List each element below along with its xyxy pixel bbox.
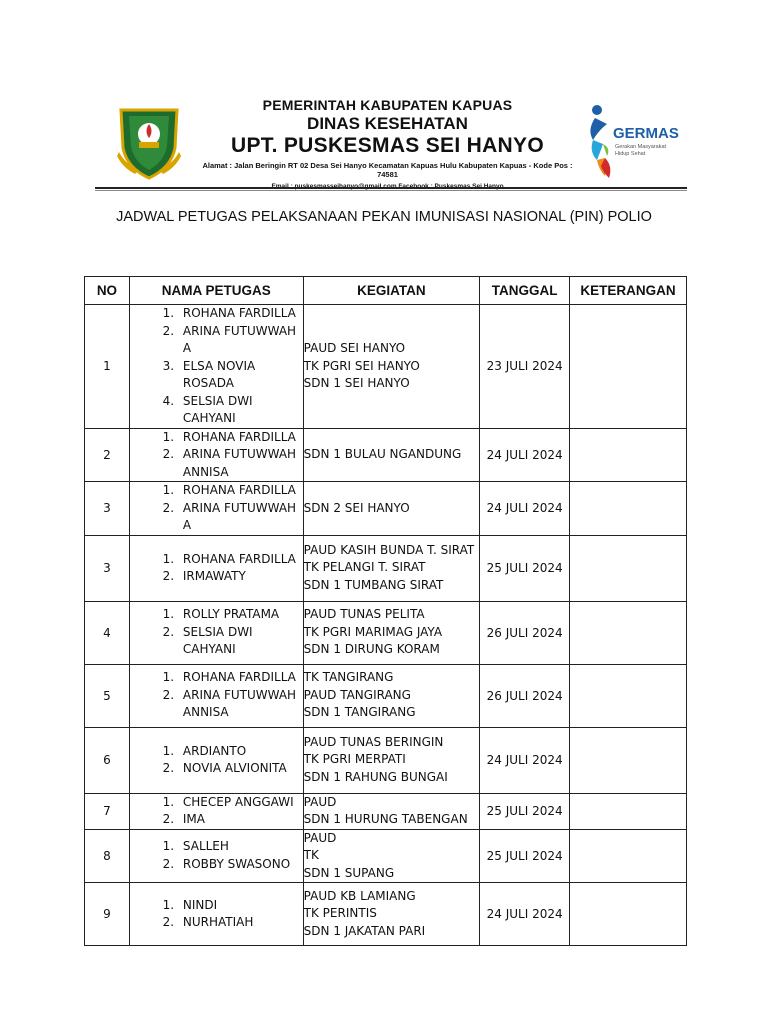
remarks-cell <box>570 428 687 482</box>
officer-names <box>129 482 303 536</box>
activity-cell <box>303 727 480 793</box>
activity-location: PAUD KASIH BUNDA T. SIRAT <box>303 542 475 557</box>
officer-name: 2. ARINA FUTUWWAH ANNISA <box>178 446 303 481</box>
schedule-date: 25 JULI 2024 <box>480 535 570 601</box>
activity-location: TK PGRI MARIMAG JAYA <box>303 624 443 639</box>
officer-name: 1. ARDIANTO <box>178 743 303 761</box>
germas-title: GERMAS <box>613 125 679 142</box>
officer-names <box>129 727 303 793</box>
activity-location: TK PGRI MERPATI <box>303 752 406 767</box>
table-row <box>85 305 687 429</box>
officer-list <box>130 305 303 428</box>
activity-location: PAUD <box>303 794 337 809</box>
remarks-cell <box>570 305 687 429</box>
activity-location: TK TANGIRANG <box>303 670 394 685</box>
officer-list <box>130 669 303 722</box>
officer-name: 1. CHECEP ANGGAWI <box>178 794 303 812</box>
officer-names <box>129 601 303 664</box>
officer-list <box>130 794 303 829</box>
remarks-cell <box>570 883 687 946</box>
activity-location: PAUD TANGIRANG <box>303 687 411 702</box>
row-number: 4 <box>85 601 130 664</box>
activity-location: SDN 1 TANGIRANG <box>303 705 416 720</box>
activity-location: TK PGRI SEI HANYO <box>303 358 420 373</box>
officer-name: 2. IMA <box>178 811 303 829</box>
activity-cell <box>303 883 480 946</box>
officer-name: 2. NOVIA ALVIONITA <box>178 760 303 778</box>
kapuas-regency-emblem-icon <box>115 104 183 180</box>
activity-location: SDN 1 SUPANG <box>303 865 395 880</box>
officer-names <box>129 664 303 727</box>
activity-location: SDN 1 SEI HANYO <box>303 376 410 390</box>
germas-subtitle-2: Hidup Sehat <box>615 151 646 157</box>
activity-location: PAUD KB LAMIANG <box>303 888 416 903</box>
table-row <box>85 883 687 946</box>
remarks-cell <box>570 482 687 536</box>
row-number: 9 <box>85 883 130 946</box>
header-keterangan: KETERANGAN <box>570 277 687 305</box>
row-number: 5 <box>85 664 130 727</box>
officer-names <box>129 305 303 429</box>
remarks-cell <box>570 727 687 793</box>
row-number: 7 <box>85 793 130 829</box>
schedule-date: 26 JULI 2024 <box>480 664 570 727</box>
activity-location: SDN 2 SEI HANYO <box>303 500 410 515</box>
activity-location: SDN 1 JAKATAN PARI <box>303 923 426 938</box>
table-row <box>85 829 687 883</box>
document-title: JADWAL PETUGAS PELAKSANAAN PEKAN IMUNISASI NASIONAL (PIN) POLIO <box>116 209 652 225</box>
officer-name: 2. IRMAWATY <box>178 568 303 586</box>
activity-location: PAUD SEI HANYO <box>303 341 406 355</box>
activity-cell <box>303 305 480 429</box>
schedule-date: 26 JULI 2024 <box>480 601 570 664</box>
activity-location: TK PERINTIS <box>303 906 377 921</box>
officer-name: 1. NINDI <box>178 897 303 915</box>
germas-logo-icon <box>585 96 680 181</box>
activity-location: PAUD TUNAS PELITA <box>303 607 425 622</box>
activity-location: PAUD <box>303 830 337 845</box>
activity-cell <box>303 601 480 664</box>
row-number: 8 <box>85 829 130 883</box>
remarks-cell <box>570 601 687 664</box>
officer-list <box>130 551 303 586</box>
letterhead-address: Alamat : Jalan Beringin RT 02 Desa Sei Hanyo Kecamatan Kapuas Hulu Kabupaten Kapuas - Kode Pos : 74581 <box>202 161 573 179</box>
officer-name: 1. ROLLY PRATAMA <box>178 606 303 624</box>
table-row <box>85 428 687 482</box>
officer-names <box>129 428 303 482</box>
activity-cell <box>303 793 480 829</box>
activity-cell <box>303 428 480 482</box>
activity-cell <box>303 482 480 536</box>
remarks-cell <box>570 664 687 727</box>
officer-list <box>130 838 303 873</box>
row-number: 3 <box>85 535 130 601</box>
activity-cell <box>303 535 480 601</box>
officer-list <box>130 482 303 535</box>
schedule-table <box>84 276 687 946</box>
activity-location: SDN 1 TUMBANG SIRAT <box>303 577 444 592</box>
table-row <box>85 482 687 536</box>
table-header-row <box>85 277 687 305</box>
officer-name: 1. ROHANA FARDILLA <box>178 482 303 500</box>
germas-subtitle-1: Gerakan Masyarakat <box>615 144 667 150</box>
officer-names <box>129 535 303 601</box>
letterhead-rule-thin <box>95 190 687 191</box>
activity-location: SDN 1 DIRUNG KORAM <box>303 642 440 657</box>
officer-list <box>130 897 303 932</box>
activity-location: SDN 1 HURUNG TABENGAN <box>303 812 468 826</box>
schedule-date: 25 JULI 2024 <box>480 829 570 883</box>
officer-name: 1. ROHANA FARDILLA <box>178 305 303 323</box>
letterhead <box>95 96 685 188</box>
officer-list <box>130 606 303 659</box>
officer-names <box>129 793 303 829</box>
officer-names <box>129 829 303 883</box>
remarks-cell <box>570 535 687 601</box>
officer-list <box>130 429 303 482</box>
schedule-date: 24 JULI 2024 <box>480 482 570 536</box>
row-number: 6 <box>85 727 130 793</box>
activity-location: PAUD TUNAS BERINGIN <box>303 734 444 749</box>
table-body <box>85 305 687 946</box>
officer-name: 1. ROHANA FARDILLA <box>178 429 303 447</box>
table-row <box>85 793 687 829</box>
header-tanggal: TANGGAL <box>480 277 570 305</box>
activity-location: SDN 1 BULAU NGANDUNG <box>303 447 462 461</box>
officer-list <box>130 743 303 778</box>
activity-location: SDN 1 RAHUNG BUNGAI <box>303 769 448 784</box>
officer-name: 1. ROHANA FARDILLA <box>178 669 303 687</box>
header-kegiatan: KEGIATAN <box>303 277 480 305</box>
letterhead-agency: DINAS KESEHATAN <box>307 114 468 133</box>
schedule-date: 24 JULI 2024 <box>480 727 570 793</box>
activity-location: TK <box>303 848 319 862</box>
officer-name: 2. NURHATIAH <box>178 914 303 932</box>
officer-name: 2. ARINA FUTUWWAH A <box>178 323 303 358</box>
officer-name: 2. SELSIA DWI CAHYANI <box>178 624 303 659</box>
schedule-date: 24 JULI 2024 <box>480 428 570 482</box>
schedule-date: 24 JULI 2024 <box>480 883 570 946</box>
table-row <box>85 601 687 664</box>
header-nama-petugas: NAMA PETUGAS <box>129 277 303 305</box>
officer-name: 2. ARINA FUTUWWAH ANNISA <box>178 687 303 722</box>
letterhead-unit: UPT. PUSKESMAS SEI HANYO <box>231 134 544 157</box>
header-no: NO <box>85 277 130 305</box>
remarks-cell <box>570 829 687 883</box>
officer-name: 3. ELSA NOVIA ROSADA <box>178 358 303 393</box>
activity-cell <box>303 829 480 883</box>
officer-name: 4. SELSIA DWI CAHYANI <box>178 393 303 428</box>
officer-name: 2. ROBBY SWASONO <box>178 856 303 874</box>
officer-names <box>129 883 303 946</box>
row-number: 2 <box>85 428 130 482</box>
row-number: 3 <box>85 482 130 536</box>
row-number: 1 <box>85 305 130 429</box>
table-row <box>85 664 687 727</box>
schedule-date: 23 JULI 2024 <box>480 305 570 429</box>
activity-location: TK PELANGI T. SIRAT <box>303 560 426 575</box>
table-row <box>85 535 687 601</box>
activity-cell <box>303 664 480 727</box>
officer-name: 1. SALLEH <box>178 838 303 856</box>
letterhead-rule <box>95 187 687 189</box>
letterhead-government: PEMERINTAH KABUPATEN KAPUAS <box>262 97 513 113</box>
remarks-cell <box>570 793 687 829</box>
schedule-date: 25 JULI 2024 <box>480 793 570 829</box>
officer-name: 2. ARINA FUTUWWAH A <box>178 500 303 535</box>
officer-name: 1. ROHANA FARDILLA <box>178 551 303 569</box>
table-row <box>85 727 687 793</box>
